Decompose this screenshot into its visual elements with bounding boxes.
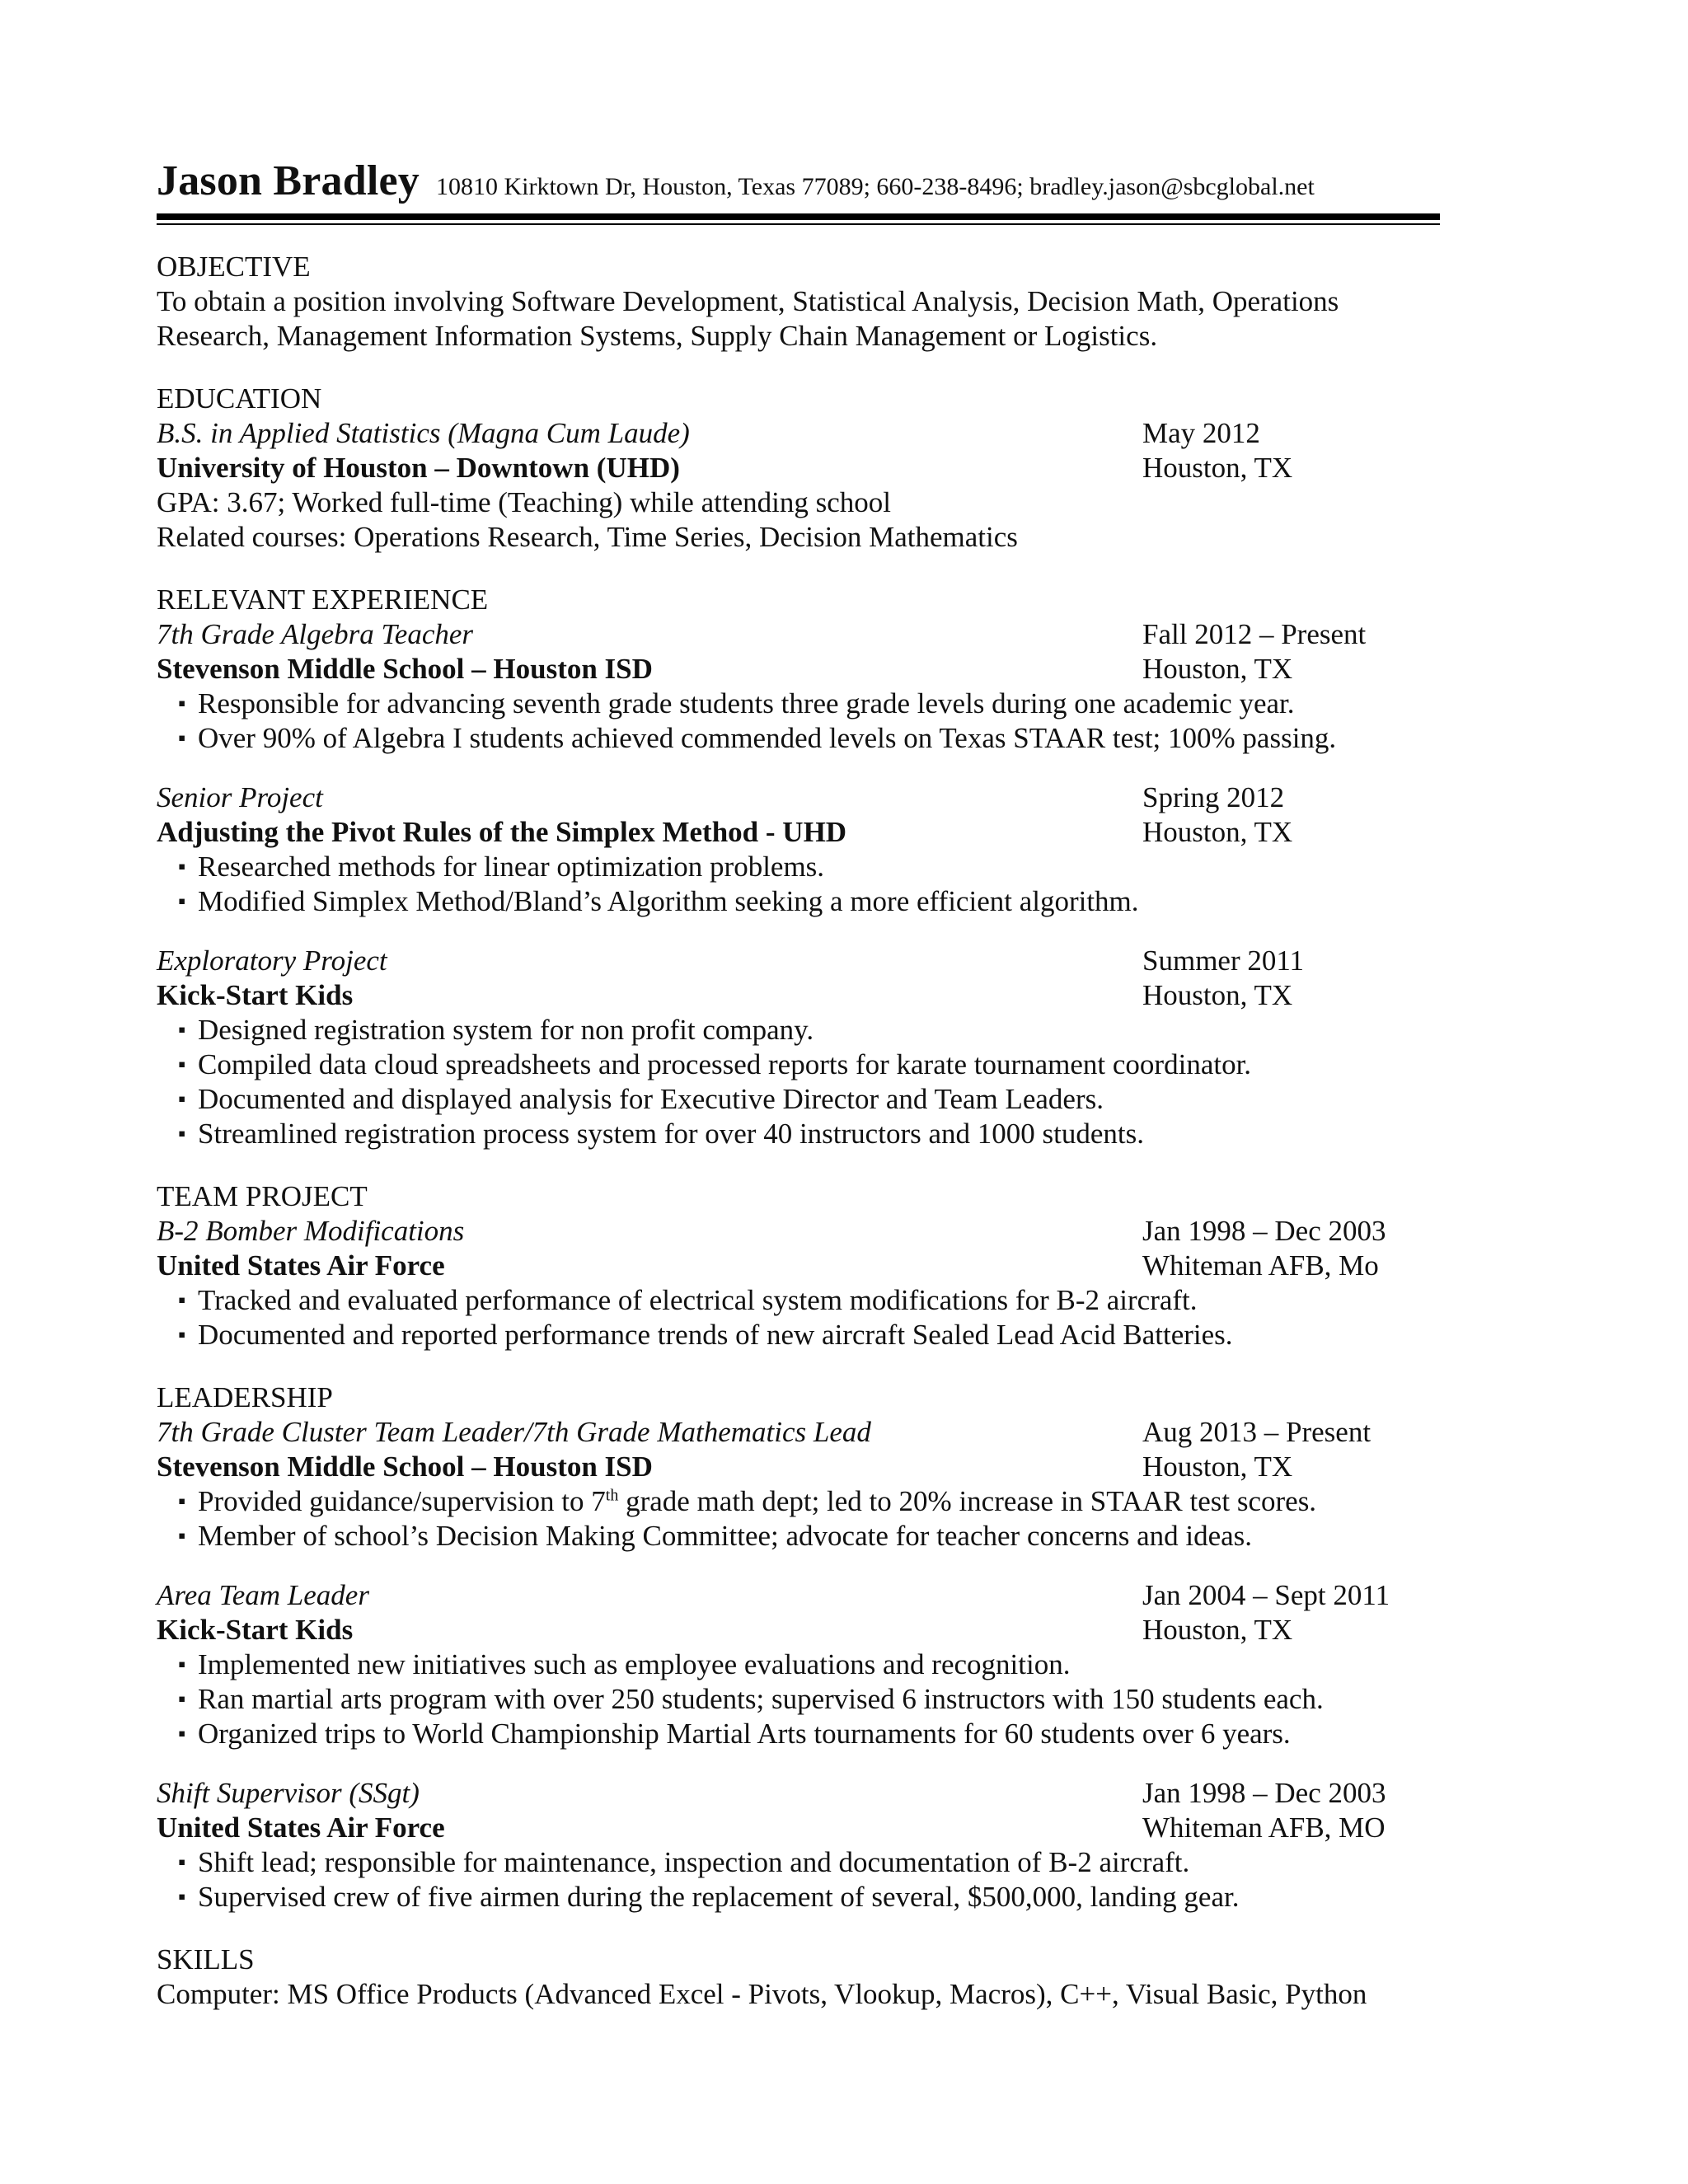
bullet-text — [198, 1485, 1316, 1517]
bullet-item — [157, 1880, 1442, 1915]
entry-location: Houston, TX — [1142, 816, 1293, 848]
bullet-text: Tracked and evaluated performance of electrical system modifications for B-2 aircraft. — [198, 1284, 1198, 1316]
bullet-item — [157, 1484, 1442, 1519]
objective-line: Research, Management Information Systems, Supply Chain Management or Logistics. — [157, 320, 1158, 352]
bullet-item — [157, 1013, 1442, 1047]
entry-date: Aug 2013 – Present — [1142, 1416, 1372, 1448]
bullet-icon: ▪ — [178, 1524, 186, 1548]
objective-section — [157, 250, 1442, 354]
skills-section — [157, 1943, 1442, 2012]
team-project-entry — [157, 1214, 1442, 1352]
entry-org: United States Air Force — [157, 1249, 445, 1282]
bullet-icon: ▪ — [178, 1489, 186, 1513]
bullet-text: Over 90% of Algebra I students achieved commended levels on Texas STAAR test; 100% passing. — [198, 722, 1337, 754]
entry-bullets — [157, 850, 1442, 919]
leadership-entry — [157, 1578, 1442, 1751]
entry-org-row — [157, 1450, 1442, 1484]
section-title: RELEVANT EXPERIENCE — [157, 583, 489, 616]
entry-date: Jan 2004 – Sept 2011 — [1142, 1579, 1390, 1611]
bullet-item — [157, 1047, 1442, 1082]
skills-computer: Computer: MS Office Products (Advanced Excel - Pivots, Vlookup, Macros), C++, Visual Basic, Python — [157, 1978, 1367, 2010]
bullet-text: Modified Simplex Method/Bland’s Algorithm seeking a more efficient algorithm. — [198, 885, 1139, 917]
bullet-item — [157, 1318, 1442, 1352]
entry-role: 7th Grade Algebra Teacher — [157, 618, 474, 650]
section-title: TEAM PROJECT — [157, 1180, 368, 1212]
bullet-text: Ran martial arts program with over 250 students; supervised 6 instructors with 150 students each. — [198, 1683, 1324, 1715]
experience-entry — [157, 617, 1442, 756]
bullet-text: Supervised crew of five airmen during the replacement of several, $500,000, landing gear. — [198, 1881, 1240, 1913]
bullet-item — [157, 850, 1442, 884]
bullet-icon: ▪ — [178, 691, 186, 715]
bullet-icon: ▪ — [178, 1288, 186, 1312]
bullet-item — [157, 1082, 1442, 1117]
entry-role-row — [157, 617, 1442, 652]
experience-section — [157, 583, 1442, 1151]
bullet-item — [157, 1647, 1442, 1682]
bullet-icon: ▪ — [178, 1687, 186, 1711]
bullet-item — [157, 1519, 1442, 1554]
graduation-date: May 2012 — [1142, 417, 1260, 449]
entry-location: Whiteman AFB, MO — [1142, 1811, 1386, 1844]
entry-location: Houston, TX — [1142, 1451, 1293, 1483]
header-rule-thick — [157, 213, 1440, 220]
entry-org: United States Air Force — [157, 1811, 445, 1844]
entry-org-row — [157, 815, 1442, 850]
entry-org-row — [157, 652, 1442, 687]
experience-entry — [157, 780, 1442, 919]
bullet-text: Responsible for advancing seventh grade students three grade levels during one academic year. — [198, 687, 1295, 719]
bullet-text: Organized trips to World Championship Martial Arts tournaments for 60 students over 6 years. — [198, 1718, 1291, 1750]
courses-line: Related courses: Operations Research, Time Series, Decision Mathematics — [157, 521, 1018, 553]
bullet-icon: ▪ — [178, 1018, 186, 1042]
candidate-name: Jason Bradley — [157, 157, 420, 204]
bullet-text-part: Provided guidance/supervision to 7 — [198, 1485, 606, 1517]
objective-line: To obtain a position involving Software Development, Statistical Analysis, Decision Math, Operations — [157, 285, 1339, 317]
bullet-item — [157, 687, 1442, 721]
bullet-item — [157, 1845, 1442, 1880]
entry-role-row — [157, 944, 1442, 978]
entry-location: Houston, TX — [1142, 1614, 1293, 1646]
bullet-icon: ▪ — [178, 1052, 186, 1076]
experience-entry — [157, 944, 1442, 1151]
entry-bullets — [157, 1647, 1442, 1751]
resume-page — [157, 157, 1442, 2012]
bullet-icon: ▪ — [178, 1652, 186, 1676]
header-rule-thin — [157, 223, 1440, 225]
bullet-item — [157, 884, 1442, 919]
entry-org-row — [157, 978, 1442, 1013]
entry-date: Spring 2012 — [1142, 781, 1285, 813]
bullet-text: Documented and displayed analysis for Executive Director and Team Leaders. — [198, 1083, 1104, 1115]
leadership-section — [157, 1380, 1442, 1915]
bullet-text: Implemented new initiatives such as employee evaluations and recognition. — [198, 1648, 1071, 1680]
entry-date: Summer 2011 — [1142, 944, 1305, 977]
ordinal-suffix: th — [605, 1486, 619, 1505]
bullet-icon: ▪ — [178, 1323, 186, 1347]
leadership-entry — [157, 1415, 1442, 1554]
bullet-icon: ▪ — [178, 889, 186, 913]
gpa-line: GPA: 3.67; Worked full-time (Teaching) while attending school — [157, 486, 891, 518]
entry-role: 7th Grade Cluster Team Leader/7th Grade Mathematics Lead — [157, 1416, 871, 1448]
section-title: LEADERSHIP — [157, 1381, 333, 1413]
team-project-section — [157, 1179, 1442, 1352]
bullet-text: Shift lead; responsible for maintenance, inspection and documentation of B-2 aircraft. — [198, 1846, 1190, 1878]
entry-org: Kick-Start Kids — [157, 1614, 354, 1646]
entry-role-row — [157, 1214, 1442, 1249]
entry-bullets — [157, 687, 1442, 756]
bullet-icon: ▪ — [178, 1122, 186, 1146]
entry-role: B-2 Bomber Modifications — [157, 1215, 465, 1247]
entry-location: Whiteman AFB, Mo — [1142, 1249, 1379, 1282]
bullet-text-part: grade math dept; led to 20% increase in STAAR test scores. — [618, 1485, 1317, 1517]
entry-role-row — [157, 1415, 1442, 1450]
education-school-row — [157, 451, 1442, 485]
bullet-text: Designed registration system for non profit company. — [198, 1014, 814, 1046]
bullet-icon: ▪ — [178, 1087, 186, 1111]
entry-org: Stevenson Middle School – Houston ISD — [157, 1451, 653, 1483]
degree: B.S. in Applied Statistics (Magna Cum Laude) — [157, 417, 690, 449]
bullet-item — [157, 1283, 1442, 1318]
entry-bullets — [157, 1484, 1442, 1554]
bullet-text: Researched methods for linear optimization problems. — [198, 851, 825, 883]
entry-org: Stevenson Middle School – Houston ISD — [157, 653, 653, 685]
entry-org-row — [157, 1249, 1442, 1283]
contact-info: 10810 Kirktown Dr, Houston, Texas 77089; 660-238-8496; bradley.jason@sbcglobal.net — [435, 173, 1315, 200]
education-section — [157, 382, 1442, 555]
bullet-item — [157, 1682, 1442, 1717]
bullet-item — [157, 1717, 1442, 1751]
bullet-text: Compiled data cloud spreadsheets and processed reports for karate tournament coordinator. — [198, 1048, 1252, 1080]
entry-date: Fall 2012 – Present — [1142, 618, 1367, 650]
entry-role: Exploratory Project — [157, 944, 387, 977]
school-location: Houston, TX — [1142, 452, 1293, 484]
entry-role: Area Team Leader — [157, 1579, 369, 1611]
bullet-text: Streamlined registration process system for over 40 instructors and 1000 students. — [198, 1118, 1144, 1150]
entry-org: Adjusting the Pivot Rules of the Simplex Method - UHD — [157, 816, 847, 848]
bullet-icon: ▪ — [178, 855, 186, 879]
section-title: SKILLS — [157, 1943, 255, 1975]
bullet-icon: ▪ — [178, 726, 186, 750]
entry-role: Senior Project — [157, 781, 323, 813]
entry-role-row — [157, 1578, 1442, 1613]
entry-role-row — [157, 1776, 1442, 1811]
section-title: EDUCATION — [157, 382, 322, 415]
bullet-icon: ▪ — [178, 1722, 186, 1746]
education-degree-row — [157, 416, 1442, 451]
entry-bullets — [157, 1845, 1442, 1915]
entry-org-row — [157, 1613, 1442, 1647]
entry-org-row — [157, 1811, 1442, 1845]
entry-date: Jan 1998 – Dec 2003 — [1142, 1215, 1386, 1247]
entry-date: Jan 1998 – Dec 2003 — [1142, 1777, 1386, 1809]
bullet-item — [157, 721, 1442, 756]
bullet-text: Member of school’s Decision Making Committee; advocate for teacher concerns and ideas. — [198, 1520, 1253, 1552]
school-name: University of Houston – Downtown (UHD) — [157, 452, 680, 484]
entry-bullets — [157, 1013, 1442, 1151]
resume-header — [157, 157, 1442, 205]
bullet-icon: ▪ — [178, 1885, 186, 1909]
bullet-text: Documented and reported performance trends of new aircraft Sealed Lead Acid Batteries. — [198, 1319, 1233, 1351]
bullet-item — [157, 1117, 1442, 1151]
section-title: OBJECTIVE — [157, 251, 311, 283]
bullet-icon: ▪ — [178, 1850, 186, 1874]
entry-role-row — [157, 780, 1442, 815]
entry-bullets — [157, 1283, 1442, 1352]
entry-location: Houston, TX — [1142, 979, 1293, 1011]
entry-location: Houston, TX — [1142, 653, 1293, 685]
leadership-entry — [157, 1776, 1442, 1915]
entry-org: Kick-Start Kids — [157, 979, 354, 1011]
entry-role: Shift Supervisor (SSgt) — [157, 1777, 420, 1809]
